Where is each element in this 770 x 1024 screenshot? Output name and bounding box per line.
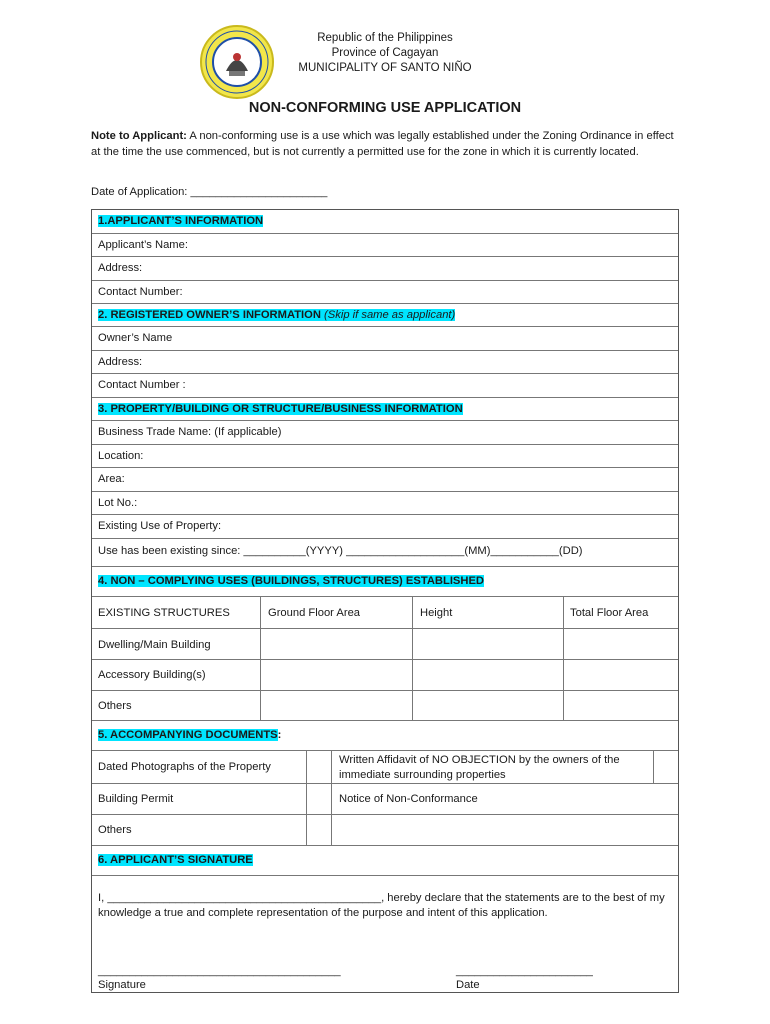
applicant-address-row[interactable] bbox=[92, 257, 678, 281]
col-ground-floor-area: Ground Floor Area bbox=[268, 607, 361, 619]
doc-others-label: Others bbox=[98, 824, 132, 836]
col-total-floor-area: Total Floor Area bbox=[570, 607, 649, 619]
applicant-name-label: Applicant’s Name: bbox=[98, 239, 188, 251]
location-row[interactable] bbox=[92, 445, 678, 468]
document-row-1[interactable] bbox=[92, 751, 678, 784]
document-row-3[interactable] bbox=[92, 815, 678, 846]
section1-header-row bbox=[92, 210, 678, 234]
area-row[interactable] bbox=[92, 468, 678, 492]
doc-building-permit-label: Building Permit bbox=[98, 793, 174, 805]
owner-address-row[interactable] bbox=[92, 351, 678, 374]
document-title: NON-CONFORMING USE APPLICATION bbox=[248, 100, 522, 116]
location-label: Location: bbox=[98, 450, 144, 462]
applicant-contact-row[interactable] bbox=[92, 281, 678, 304]
lot-row[interactable] bbox=[92, 492, 678, 515]
section2-title-text: 2. REGISTERED OWNER’S INFORMATION bbox=[98, 309, 321, 321]
structure-row-accessory[interactable] bbox=[92, 660, 678, 691]
section5-title: 5. ACCOMPANYING DOCUMENTS bbox=[98, 729, 278, 741]
section5-title-wrap bbox=[98, 729, 281, 741]
document-row-2[interactable] bbox=[92, 784, 678, 815]
header-municipality: MUNICIPALITY OF SANTO NIÑO bbox=[298, 62, 472, 74]
doc-affidavit-label: Written Affidavit of NO OBJECTION by the owners of the immediate surrounding properties bbox=[339, 754, 620, 781]
applicant-contact-label: Contact Number: bbox=[98, 286, 183, 298]
existing-since-label: Use has been existing since: __________(YYYY) ___________________(MM)___________(DD) bbox=[98, 545, 583, 557]
documents-checkbox-divider-right bbox=[331, 751, 332, 846]
date-of-application: Date of Application: ______________________ bbox=[91, 186, 328, 198]
signature-line[interactable]: _______________________________________ bbox=[98, 965, 341, 977]
declaration-text: I, ____________________________________________, hereby declare that the statements are to the best of my knowledge a true and complete representation of the purpose and intent of this application. bbox=[98, 892, 665, 919]
documents-checkbox-divider-left bbox=[306, 751, 307, 846]
section2-title-note: (Skip if same as applicant) bbox=[324, 309, 456, 321]
structure-label-dwelling: Dwelling/Main Building bbox=[98, 639, 211, 651]
applicant-name-row[interactable] bbox=[92, 234, 678, 257]
applicant-address-label: Address: bbox=[98, 262, 143, 274]
existing-use-row[interactable] bbox=[92, 515, 678, 539]
header-province: Province of Cagayan bbox=[331, 47, 439, 59]
date-label: Date bbox=[456, 979, 480, 991]
section6-title: 6. APPLICANT’S SIGNATURE bbox=[98, 854, 253, 866]
col-existing-structures: EXISTING STRUCTURES bbox=[98, 607, 230, 619]
section2-title bbox=[98, 309, 455, 321]
structure-row-dwelling[interactable] bbox=[92, 629, 678, 660]
section5-header-row bbox=[92, 721, 678, 751]
structures-divider-3 bbox=[563, 597, 564, 721]
structures-divider-1 bbox=[260, 597, 261, 721]
date-line[interactable]: ______________________ bbox=[456, 965, 593, 977]
section2-header-row bbox=[92, 304, 678, 327]
doc-notice-label: Notice of Non-Conformance bbox=[339, 793, 478, 805]
section4-header-row bbox=[92, 567, 678, 597]
section3-header-row bbox=[92, 398, 678, 421]
owner-name-label: Owner’s Name bbox=[98, 332, 173, 344]
lot-label: Lot No.: bbox=[98, 497, 138, 509]
documents-checkbox-divider-end bbox=[653, 751, 654, 784]
document-header bbox=[0, 31, 770, 76]
section3-title: 3. PROPERTY/BUILDING OR STRUCTURE/BUSINESS INFORMATION bbox=[98, 403, 463, 415]
structure-label-accessory: Accessory Building(s) bbox=[98, 669, 206, 681]
owner-address-label: Address: bbox=[98, 356, 143, 368]
section5-colon: : bbox=[277, 729, 282, 741]
trade-name-row[interactable] bbox=[92, 421, 678, 445]
existing-since-row[interactable] bbox=[92, 539, 678, 567]
section4-title: 4. NON – COMPLYING USES (BUILDINGS, STRUCTURES) ESTABLISHED bbox=[98, 575, 485, 587]
trade-name-label: Business Trade Name: (If applicable) bbox=[98, 426, 282, 438]
structure-label-others: Others bbox=[98, 700, 132, 712]
structure-row-others[interactable] bbox=[92, 691, 678, 721]
col-height: Height bbox=[420, 607, 453, 619]
structures-table-header bbox=[92, 597, 678, 629]
area-label: Area: bbox=[98, 473, 125, 485]
structures-divider-2 bbox=[412, 597, 413, 721]
note-label: Note to Applicant: bbox=[91, 130, 187, 142]
section6-header-row bbox=[92, 846, 678, 876]
existing-use-label: Existing Use of Property: bbox=[98, 520, 222, 532]
note-text: A non-conforming use is a use which was legally established under the Zoning Ordinance in effect at the time the use commenced, but is not currently a permitted use for the zone in which it is currently located. bbox=[91, 130, 674, 158]
signature-label: Signature bbox=[98, 979, 146, 991]
doc-photographs-label: Dated Photographs of the Property bbox=[98, 761, 271, 773]
application-form bbox=[91, 209, 679, 993]
owner-contact-row[interactable] bbox=[92, 374, 678, 398]
applicant-note bbox=[91, 128, 681, 160]
owner-contact-label: Contact Number : bbox=[98, 379, 186, 391]
owner-name-row[interactable] bbox=[92, 327, 678, 351]
header-country: Republic of the Philippines bbox=[317, 32, 453, 44]
section1-title: 1.APPLICANT’S INFORMATION bbox=[98, 215, 264, 227]
